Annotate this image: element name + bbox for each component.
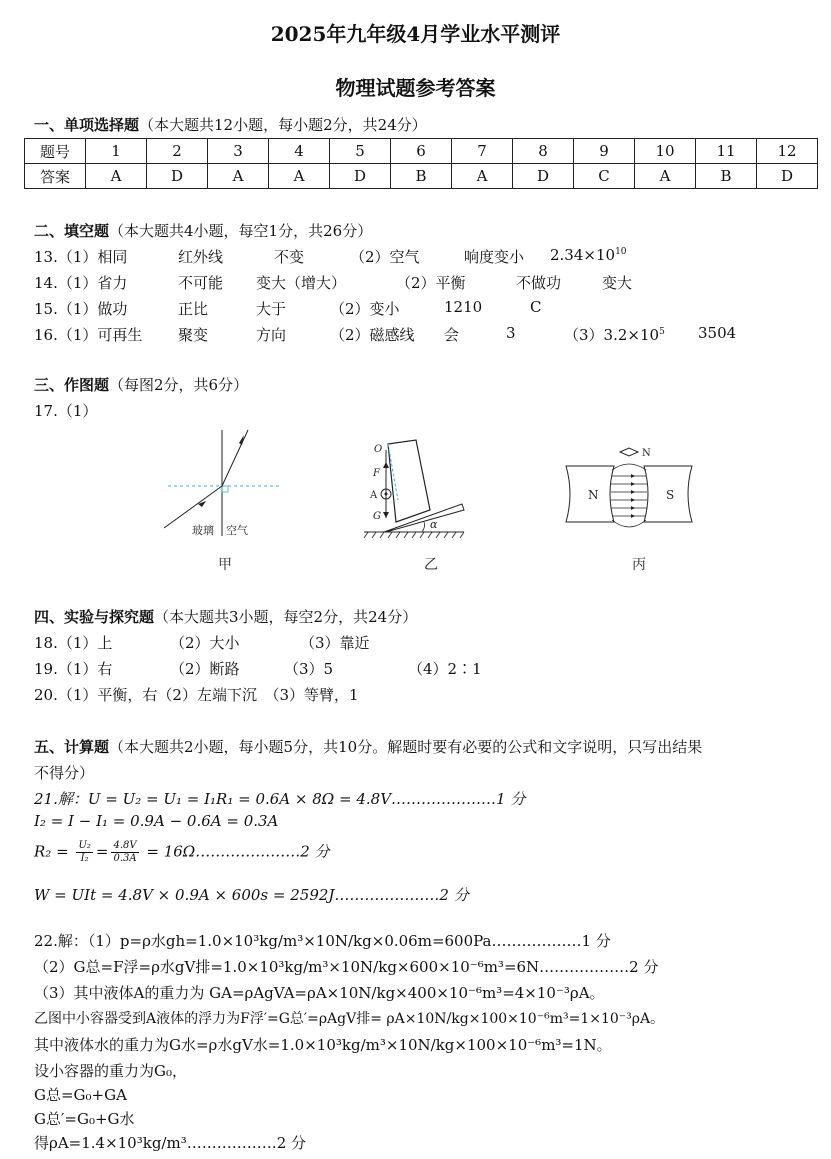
- table-cell-answer: D: [513, 164, 574, 189]
- fraction-num: U₂: [78, 840, 91, 851]
- answer-text: （3）5: [284, 660, 334, 678]
- fraction: [76, 840, 92, 865]
- q22-line-4: 乙图中小容器受到A液体的浮力为F浮′=G总′=ρAgV排= ρA×10N/kg×100×10⁻⁶m³=1×10⁻³ρA。: [34, 1011, 665, 1027]
- section-2-title: 二、填空题: [34, 222, 110, 240]
- section-1-heading: [34, 114, 427, 135]
- section-5-note-cont: 不得分）: [34, 764, 95, 782]
- answer-text: （2）空气: [350, 248, 420, 266]
- answer-text: 不变: [274, 248, 305, 266]
- fraction-den: 0.3A: [113, 853, 137, 864]
- answer-text: （2）平衡: [396, 274, 466, 292]
- center-dot: [385, 493, 388, 496]
- table-cell-number: 10: [635, 139, 696, 164]
- answer-text: （2）断路: [170, 660, 240, 678]
- section-3-note: （每图2分，共6分）: [109, 376, 249, 394]
- answer-line-13: [34, 246, 814, 270]
- fraction-den: I₂: [80, 853, 89, 864]
- answer-text: 15.（1）做功: [34, 300, 128, 318]
- q21-line-4: W = UIt = 4.8V × 0.9A × 600s = 2592J…………………2 分: [34, 886, 469, 904]
- answer-text: 大于: [256, 300, 287, 318]
- section-5-heading: [34, 736, 702, 757]
- answer-text: 变大（增大）: [256, 274, 347, 292]
- figure-caption: 丙: [632, 557, 646, 573]
- table-cell-answer: C: [574, 164, 635, 189]
- section-2-heading: [34, 220, 372, 241]
- exponent: 10: [615, 247, 627, 257]
- q22-line-1: 22.解：（1）p=ρ水gh=1.0×10³kg/m³×10N/kg×0.06m=600Pa………………1 分: [34, 932, 611, 950]
- section-4-title: 四、实验与探究题: [34, 608, 155, 626]
- answer-text: （3）靠近: [300, 634, 370, 652]
- section-4-note: （本大题共3小题，每空2分，共24分）: [154, 608, 418, 626]
- incident-ray: [164, 486, 222, 528]
- answer-text: （2）大小: [170, 634, 240, 652]
- q22-line-2: （2）G总=F浮=ρ水gV排=1.0×10³kg/m³×10N/kg×600×10⁻⁶m³=6N………………2 分: [34, 958, 659, 976]
- table-cell-answer: A: [452, 164, 513, 189]
- table-header-answer: 答案: [25, 164, 86, 189]
- table-cell-number: 5: [330, 139, 391, 164]
- answer-text: 会: [444, 326, 460, 344]
- q22-line-7: G总=G₀+GA: [34, 1086, 127, 1104]
- formula-rhs: = 16Ω…………………2 分: [146, 842, 330, 861]
- answer-line-18: [34, 632, 814, 656]
- q22-line-5: 其中液体水的重力为G水=ρ水gV水=1.0×10³kg/m³×10N/kg×100×10⁻⁶m³=1N。: [34, 1036, 612, 1054]
- table-cell-number: 8: [513, 139, 574, 164]
- table-cell-number: 7: [452, 139, 513, 164]
- figure-magnet: [564, 440, 704, 574]
- answer-text: 2.34×10: [550, 246, 616, 264]
- ground-hatching: [364, 532, 464, 538]
- fraction: [111, 840, 138, 865]
- answer-text: 19.（1）右: [34, 660, 113, 678]
- right-angle-mark: [222, 486, 228, 492]
- answer-text: 不做功: [516, 274, 562, 292]
- answer-text: 14.（1）省力: [34, 274, 128, 292]
- section-1-title: 一、单项选择题: [34, 116, 140, 134]
- pole-N: N: [588, 488, 599, 502]
- answer-line-19: [34, 658, 814, 682]
- section-5-title: 五、计算题: [34, 738, 110, 756]
- q22-line-9: 得ρA=1.4×10³kg/m³………………2 分: [34, 1134, 307, 1152]
- section-3-title: 三、作图题: [34, 376, 110, 394]
- answer-text: 16.（1）可再生: [34, 326, 143, 344]
- section-4-heading: [34, 606, 417, 627]
- figure-caption: 乙: [424, 557, 438, 573]
- table-cell-number: 6: [391, 139, 452, 164]
- answer-text: 13.（1）相同: [34, 248, 128, 266]
- answer-table: [24, 138, 818, 189]
- label-O: O: [374, 444, 383, 455]
- table-cell-number: 2: [147, 139, 208, 164]
- question-17-label: 17.（1）: [34, 402, 98, 420]
- table-cell-answer: B: [391, 164, 452, 189]
- label-A: A: [370, 490, 378, 501]
- figure-lever: [360, 432, 480, 574]
- answer-line-15: [34, 298, 814, 322]
- table-cell-answer: D: [147, 164, 208, 189]
- label-G: G: [373, 511, 381, 522]
- answer-text: 方向: [256, 326, 287, 344]
- answer-line-20: 20.（1）平衡，右（2）左端下沉 （3）等臂，1: [34, 686, 359, 704]
- answer-text: C: [530, 298, 542, 316]
- table-cell-number: 3: [208, 139, 269, 164]
- table-cell-answer: B: [696, 164, 757, 189]
- field-lines: [611, 464, 647, 527]
- page-title: 2025年九年级4月学业水平测评: [270, 22, 561, 46]
- answer-line-16: [34, 324, 814, 348]
- table-cell-answer: A: [86, 164, 147, 189]
- air-label: 空气: [226, 524, 248, 537]
- answer-text: 聚变: [178, 326, 209, 344]
- answer-table-number-row: [25, 139, 818, 164]
- section-2-note: （本大题共4小题，每空1分，共26分）: [109, 222, 373, 240]
- answer-text: （4）2∶1: [408, 660, 482, 678]
- refracted-ray: [222, 430, 248, 486]
- table-cell-number: 1: [86, 139, 147, 164]
- q22-line-6: 设小容器的重力为G₀，: [34, 1062, 187, 1080]
- formula-lhs: R₂ =: [34, 842, 69, 861]
- table-cell-number: 4: [269, 139, 330, 164]
- answer-text: 红外线: [178, 248, 224, 266]
- needle-N-label: N: [642, 448, 651, 459]
- page-subtitle: 物理试题参考答案: [335, 76, 496, 100]
- answer-text: 18.（1）上: [34, 634, 113, 652]
- answer-table-answer-row: [25, 164, 818, 189]
- figure-caption: 甲: [218, 557, 232, 573]
- compass-needle: [620, 448, 638, 456]
- q22-line-3: （3）其中液体A的重力为 GA=ρAgVA=ρA×10N/kg×400×10⁻⁶m³=4×10⁻³ρA。: [34, 984, 605, 1002]
- answer-text: 不可能: [178, 274, 224, 292]
- answer-text: 1210: [444, 298, 483, 316]
- section-1-note: （本大题共12小题，每小题2分，共24分）: [139, 116, 427, 134]
- table-cell-number: 12: [757, 139, 818, 164]
- answer-line-14: [34, 272, 814, 296]
- answer-text: 响度变小: [464, 248, 525, 266]
- table-cell-answer: D: [757, 164, 818, 189]
- section-5-note: （本大题共2小题，每小题5分，共10分。解题时要有必要的公式和文字说明，只写出结果: [109, 738, 703, 756]
- q22-line-8: G总′=G₀+G水: [34, 1110, 135, 1128]
- arrow-icon: [383, 512, 389, 518]
- table-cell-number: 11: [696, 139, 757, 164]
- answer-text: 3: [506, 324, 516, 342]
- label-F: F: [373, 468, 380, 479]
- answer-text: [550, 246, 627, 264]
- angle-arc: [422, 522, 425, 532]
- table-cell-answer: A: [269, 164, 330, 189]
- answer-text: 变大: [602, 274, 633, 292]
- fraction-num: 4.8V: [113, 840, 137, 851]
- table-cell-answer: A: [208, 164, 269, 189]
- answer-text: [564, 324, 665, 345]
- answer-text: （2）磁感线: [330, 326, 415, 344]
- answer-text: 正比: [178, 300, 209, 318]
- answer-text: 3504: [698, 324, 737, 342]
- table-cell-answer: A: [635, 164, 696, 189]
- figure-refraction: [160, 428, 290, 573]
- answer-text: （2）变小: [330, 300, 400, 318]
- q21-line-2: I₂ = I − I₁ = 0.9A − 0.6A = 0.3A: [34, 812, 279, 830]
- table-cell-number: 9: [574, 139, 635, 164]
- pole-S: S: [666, 488, 675, 502]
- glass-label: 玻璃: [192, 524, 214, 537]
- exponent: 5: [659, 327, 665, 337]
- table-cell-answer: D: [330, 164, 391, 189]
- section-3-heading: [34, 374, 248, 395]
- arrow-icon: [383, 462, 389, 468]
- table-header-number: 题号: [25, 139, 86, 164]
- field-arrows: [631, 474, 635, 518]
- q21-line-1: 21.解：U = U₂ = U₁ = I₁R₁ = 0.6A × 8Ω = 4.8V…………………1 分: [34, 790, 526, 808]
- q21-line-3: R₂ = $\frac{\text{U₂}}{\text{I₂}}$ = $\frac{4.8V}{0.3A}$ = 16Ω…………………2 分: [34, 840, 330, 864]
- label-alpha: α: [430, 518, 438, 531]
- answer-text: （3）3.2×10: [564, 326, 660, 344]
